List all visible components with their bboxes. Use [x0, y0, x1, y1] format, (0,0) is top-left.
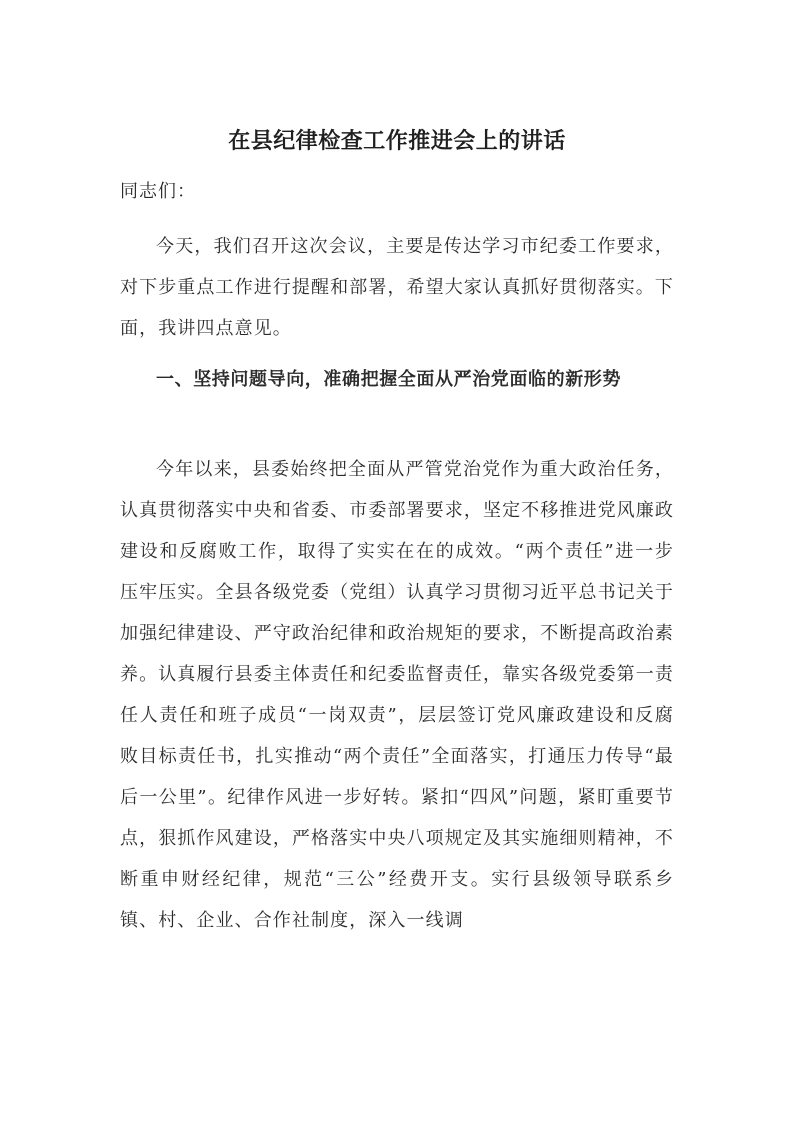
body-paragraph: 今年以来，县委始终把全面从严管党治党作为重大政治任务，认真贯彻落实中央和省委、市委部署要求，坚定不移推进党风廉政建设和反腐败工作，取得了实实在在的成效。“两个责任”进一步压牢压实。全县各级党委（党组）认真学习贯彻习近平总书记关于加强纪律建设、严守政治纪律和政治规矩的要求，不断提高政治素养。认真履行县委主体责任和纪委监督责任，靠实各级党委第一责任人责任和班子成员“一岗双责”，层层签订党风廉政建设和反腐败目标责任书，扎实推动“两个责任”全面落实，打通压力传导“最后一公里”。纪律作风进一步好转。紧扣“四风”问题，紧盯重要节点，狠抓作风建设，严格落实中央八项规定及其实施细则精神，不断重申财经纪律，规范“三公”经费开支。实行县级领导联系乡镇、村、企业、合作社制度，深入一线调	[120, 459, 674, 931]
section-heading: 一、坚持问题导向，准确把握全面从严治党面临的新形势	[156, 369, 621, 390]
document-title: 在县纪律检查工作推进会上的讲话	[228, 129, 566, 154]
intro-paragraph: 今天，我们召开这次会议，主要是传达学习市纪委工作要求，对下步重点工作进行提醒和部署，希望大家认真抓好贯彻落实。下面，我讲四点意见。	[120, 236, 674, 339]
salutation: 同志们：	[120, 181, 196, 202]
